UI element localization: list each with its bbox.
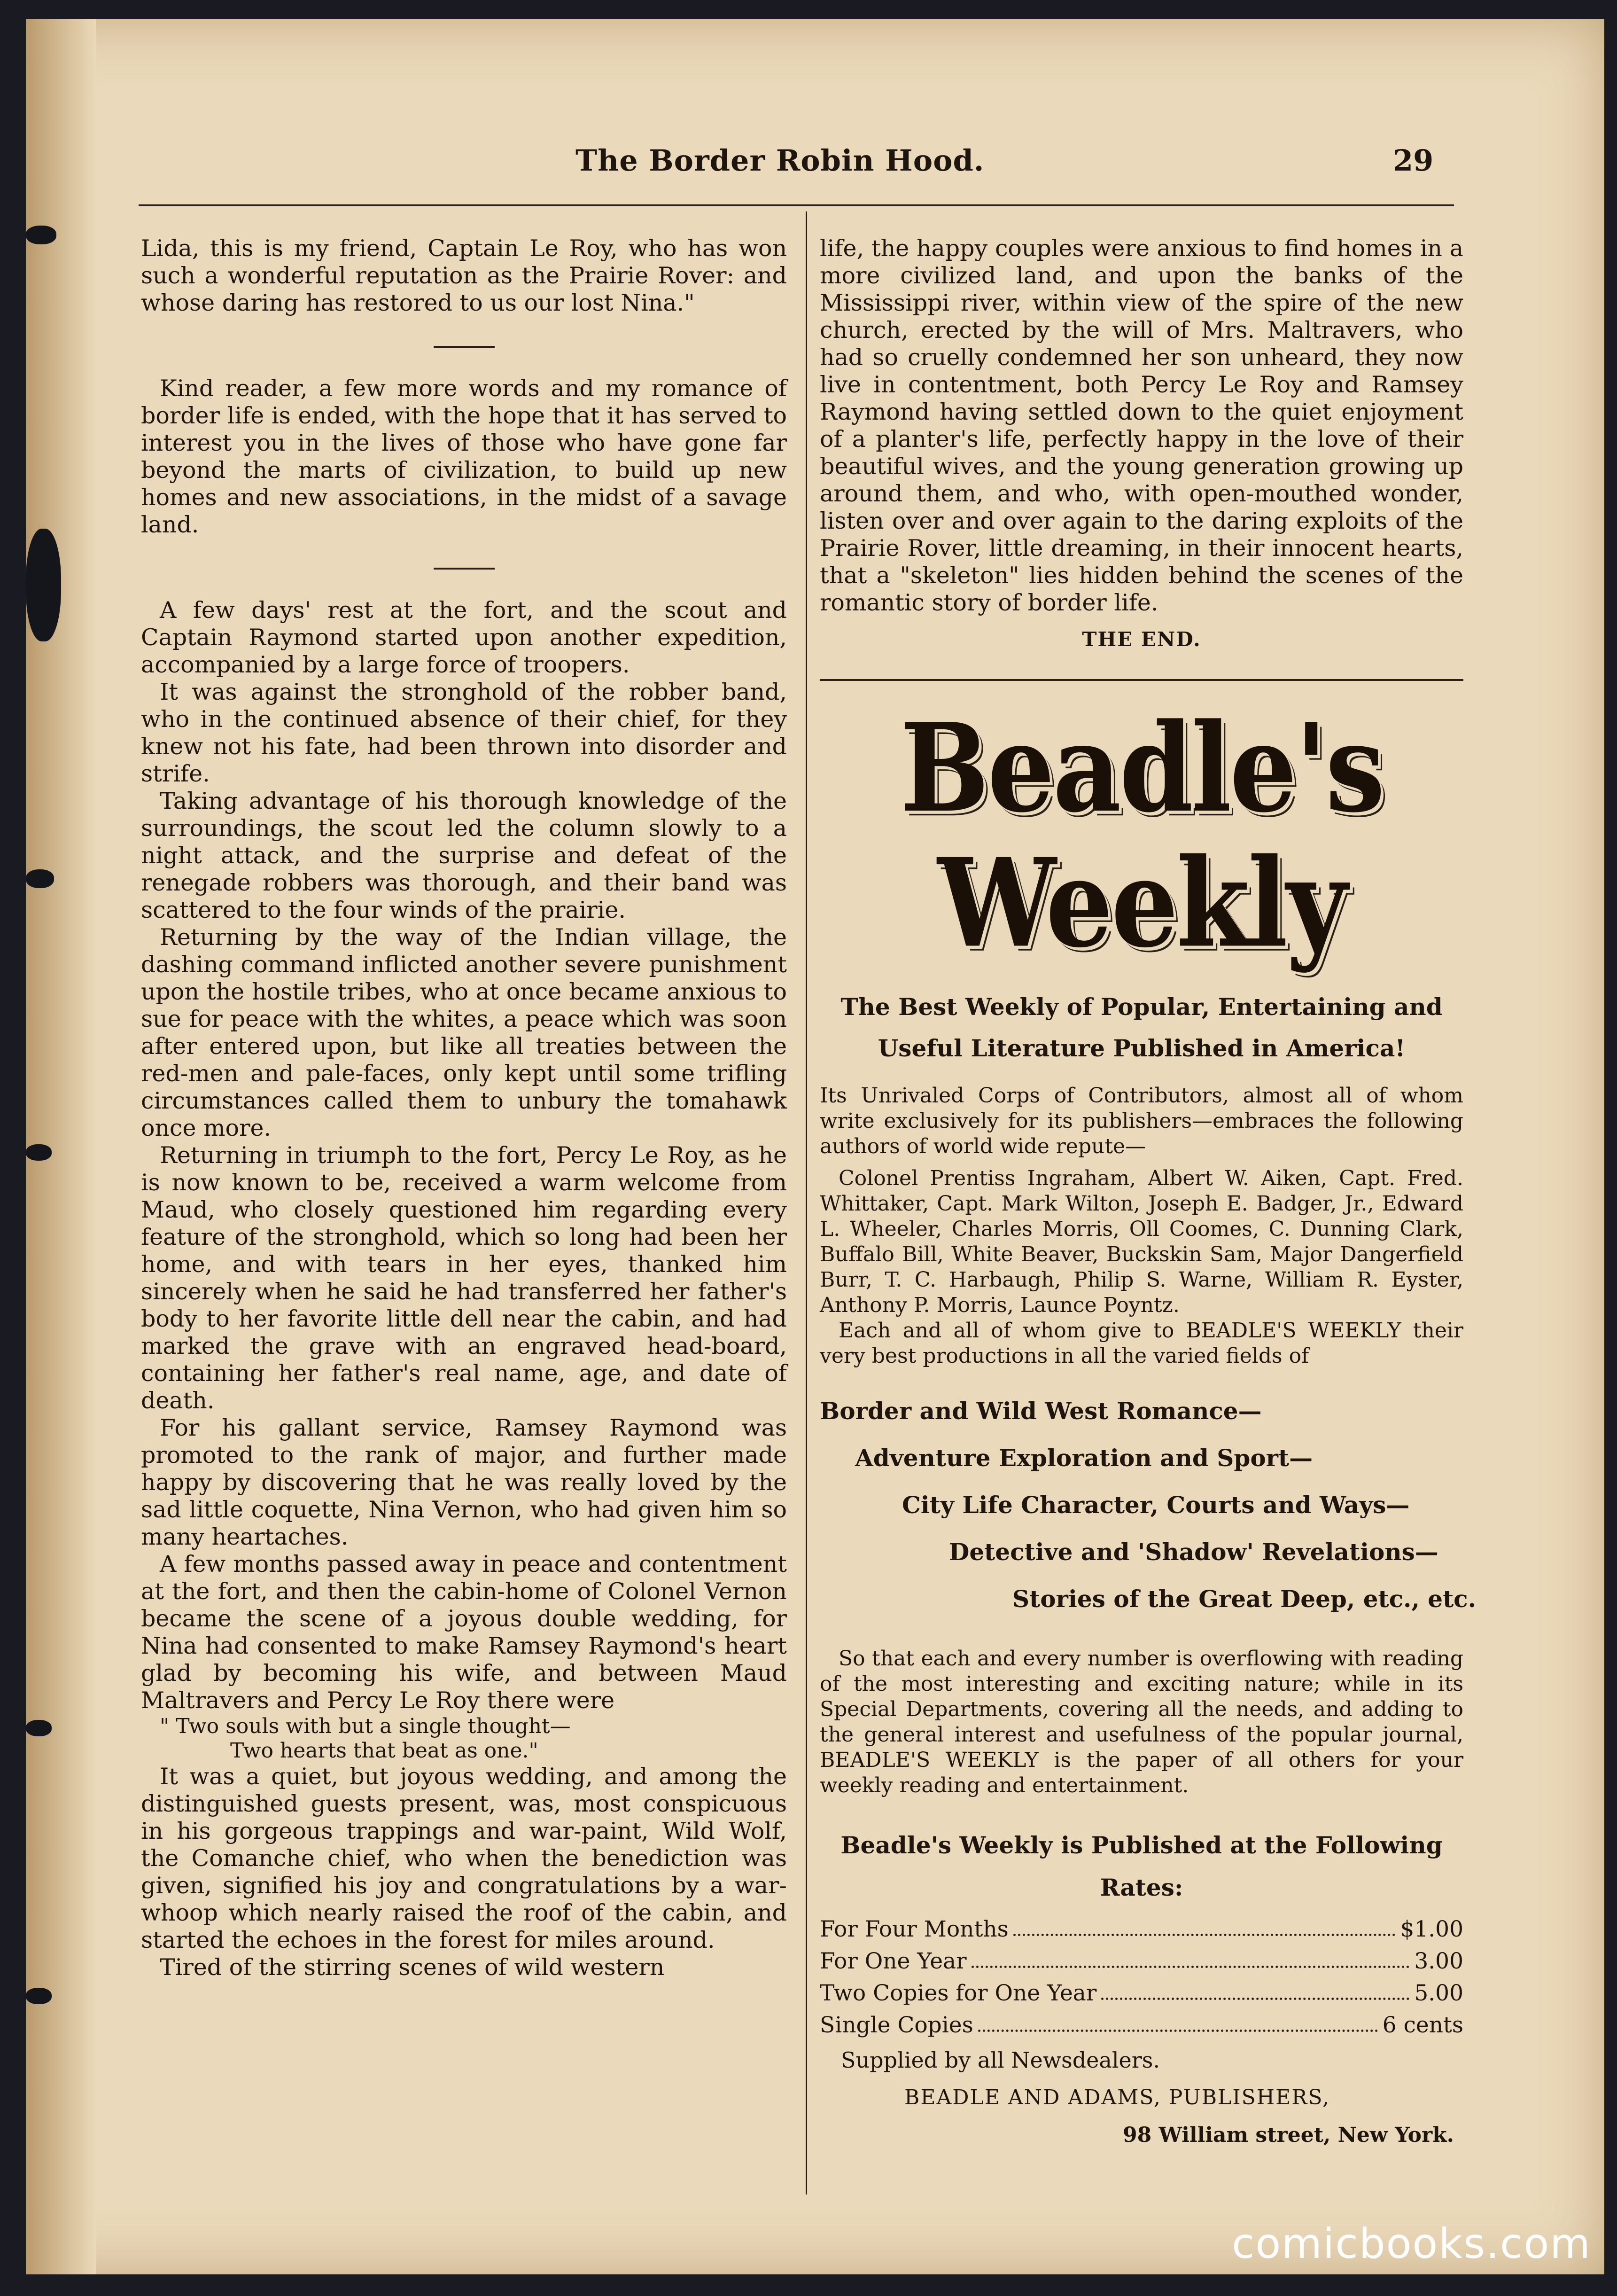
rate-price: 3.00 [1414,1948,1463,1974]
story-paragraph: Returning by the way of the Indian village, the dashing command inflicted another severe punishment upon the hostile tribes, who at once became anxious to sue for peace with the whites, a peace which was soon after entered upon, but like all treaties between the red-men and pale-faces, only kept until some trifling circumstances called them to unbury the tomahawk once more. [141,924,787,1141]
header-rule [139,204,1454,206]
story-paragraph: life, the happy couples were anxious to find homes in a more civilized land, and upon the banks of the Mississippi river, within view of the spire of the new church, erected by the will of Mrs. Maltravers, who had so cruelly condemned her son unheard, they now live in contentment, both Percy Le Roy and Ramsey Raymond having settled down to the quiet enjoyment of a planter's life, perfectly happy in the love of their beautiful wives, and the young generation growing up around them, and who, with open-mouthed wonder, listen over and over again to the daring exploits of the Prairie Rover, little dreaming, in their innocent hearts, that a "skeleton" lies hidden behind the scenes of the romantic story of border life. [820,235,1463,616]
poem-line: " Two souls with but a single thought— [160,1714,571,1738]
advert-masthead: Beadle's Weekly [900,697,1384,975]
rate-label: For One Year [820,1948,967,1974]
rate-row [820,1945,1463,1977]
advert-body [820,1083,1463,1369]
right-column [820,235,1477,2154]
story-paragraph: Lida, this is my friend, Captain Le Roy, who has won such a wonderful reputation as the Prairie Rover: and whose daring has restored to us our lost Nina." [141,235,787,316]
advert-closing-block [820,1646,1463,1798]
department-line: Adventure Exploration and Sport— [855,1444,1313,1472]
rate-label: For Four Months [820,1916,1009,1942]
rate-row [820,1977,1463,2009]
rates-table [820,1913,1463,2041]
story-paragraph: Taking advantage of his thorough knowledge of the surroundings, the scout led the column slowly to a night attack, and the surprise and defeat of the renegade robbers was thorough, and their band was scattered to the four winds of the prairie. [141,788,787,923]
rate-label: Single Copies [820,2012,973,2038]
binding-hole [26,226,56,244]
department-line: Border and Wild West Romance— [820,1397,1262,1425]
binding-hole [26,869,54,888]
binding-hole [26,1988,52,2004]
binding-hole [26,1720,52,1736]
department-line: Stories of the Great Deep, etc., etc. [1012,1585,1477,1613]
advert-tagline: The Best Weekly of Popular, Entertaining and Useful Literature Published in America! [840,993,1443,1062]
department-line: City Life Character, Courts and Ways— [902,1491,1410,1519]
leader-dots [1101,1977,1409,2000]
rate-label: Two Copies for One Year [820,1980,1097,2006]
leader-dots [1013,1913,1396,1936]
story-paragraph: Returning in triumph to the fort, Percy Le Roy, as he is now known to be, received a warm welcome from Maud, who closely questioned him regarding every feature of the stronghold, which so long had been her home, and with tears in her eyes, thanked him sincerely when he said he had transferred her father's body to her favorite little dell near the cabin, and had marked the grave with an engraved head-board, containing her father's real name, age, and date of death. [141,1142,787,1414]
page-number: 29 [1393,143,1434,178]
rate-price: 6 cents [1382,2012,1463,2038]
running-head: The Border Robin Hood. [575,143,985,178]
left-column [141,235,787,1981]
section-separator [434,346,495,348]
story-paragraph: It was against the stronghold of the robber band, who in the continued absence of their chief, for they knew not his fate, had been thrown into disorder and strife. [141,679,787,787]
publisher-address: 98 William street, New York. [1123,2123,1454,2147]
rate-row [820,2009,1463,2041]
column-divider [806,211,807,2194]
department-line: Detective and 'Shadow' Revelations— [949,1538,1438,1566]
advert-closing: So that each and every number is overflowing with reading of the most interesting and exciting nature; while in its Special Departments, covering all the needs, and adding to the general interest and usefulness of the popular journal, BEADLE'S WEEKLY is the paper of all others for your weekly reading and entertainment. [820,1647,1463,1797]
advert-rule [820,679,1463,681]
advertisement [820,697,1477,2154]
the-end: THE END. [1082,628,1201,651]
site-watermark: comicbooks.com [1231,2219,1591,2268]
story-paragraph: Tired of the stirring scenes of wild western [160,1954,665,1981]
rate-row [820,1913,1463,1945]
story-paragraph: A few months passed away in peace and contentment at the fort, and then the cabin-home of Colonel Vernon became the scene of a joyous double wedding, for Nina had consented to make Ramsey Raymond's heart glad by becoming his wife, and between Maud Maltravers and Percy Le Roy there were [141,1551,787,1714]
story-paragraph: It was a quiet, but joyous wedding, and among the distinguished guests present, was, most conspicuous in his gorgeous trappings and war-paint, Wild Wolf, the Comanche chief, who when the benediction was given, signified his joy and congratulations by a war-whoop which nearly raised the roof of the cabin, and started the echoes in the forest for miles around. [141,1763,787,1953]
supplied-note: Supplied by all Newsdealers. [841,2047,1160,2073]
story-paragraph: A few days' rest at the fort, and the scout and Captain Raymond started upon another expedition, accompanied by a large force of troopers. [141,597,787,678]
poem-line: Two hearts that beat as one." [230,1739,538,1763]
magazine-page [26,19,1604,2274]
section-separator [434,568,495,570]
rates-heading: Beadle's Weekly is Published at the Following Rates: [840,1831,1443,1901]
leader-dots [972,1945,1410,1968]
story-paragraph: Kind reader, a few more words and my romance of border life is ended, with the hope that it has served to interest you in the lives of those who have gone far beyond the marts of civilization, to build up new homes and new associations, in the midst of a savage land. [141,375,787,538]
rate-price: $1.00 [1400,1916,1463,1942]
advert-intro: Its Unrivaled Corps of Contributors, almost all of whom write exclusively for its publishers—embraces the following authors of world wide repute— [820,1084,1463,1158]
advert-authors: Colonel Prentiss Ingraham, Albert W. Aiken, Capt. Fred. Whittaker, Capt. Mark Wilton, Joseph E. Badger, Jr., Edward L. Wheeler, Charles Morris, Oll Coomes, C. Dunning Clark, Buffalo Bill, White Beaver, Buckskin Sam, Major Dangerfield Burr, T. C. Harbaugh, Philip S. Warne, William R. Eyster, Anthony P. Morris, Launce Poyntz. [820,1166,1463,1317]
story-paragraph: For his gallant service, Ramsey Raymond was promoted to the rank of major, and further made happy by discovering that he was really loved by the sad little coquette, Nina Vernon, who had given him so many heartaches. [141,1414,787,1550]
publisher-name: BEADLE AND ADAMS, PUBLISHERS, [904,2085,1330,2109]
leader-dots [978,2009,1378,2032]
page-binding-edge [26,19,96,2274]
binding-hole [26,1144,52,1161]
rate-price: 5.00 [1414,1980,1463,2006]
advert-productions: Each and all of whom give to BEADLE'S WEEKLY their very best productions in all the varied fields of [820,1319,1463,1368]
binding-hole [26,529,61,641]
